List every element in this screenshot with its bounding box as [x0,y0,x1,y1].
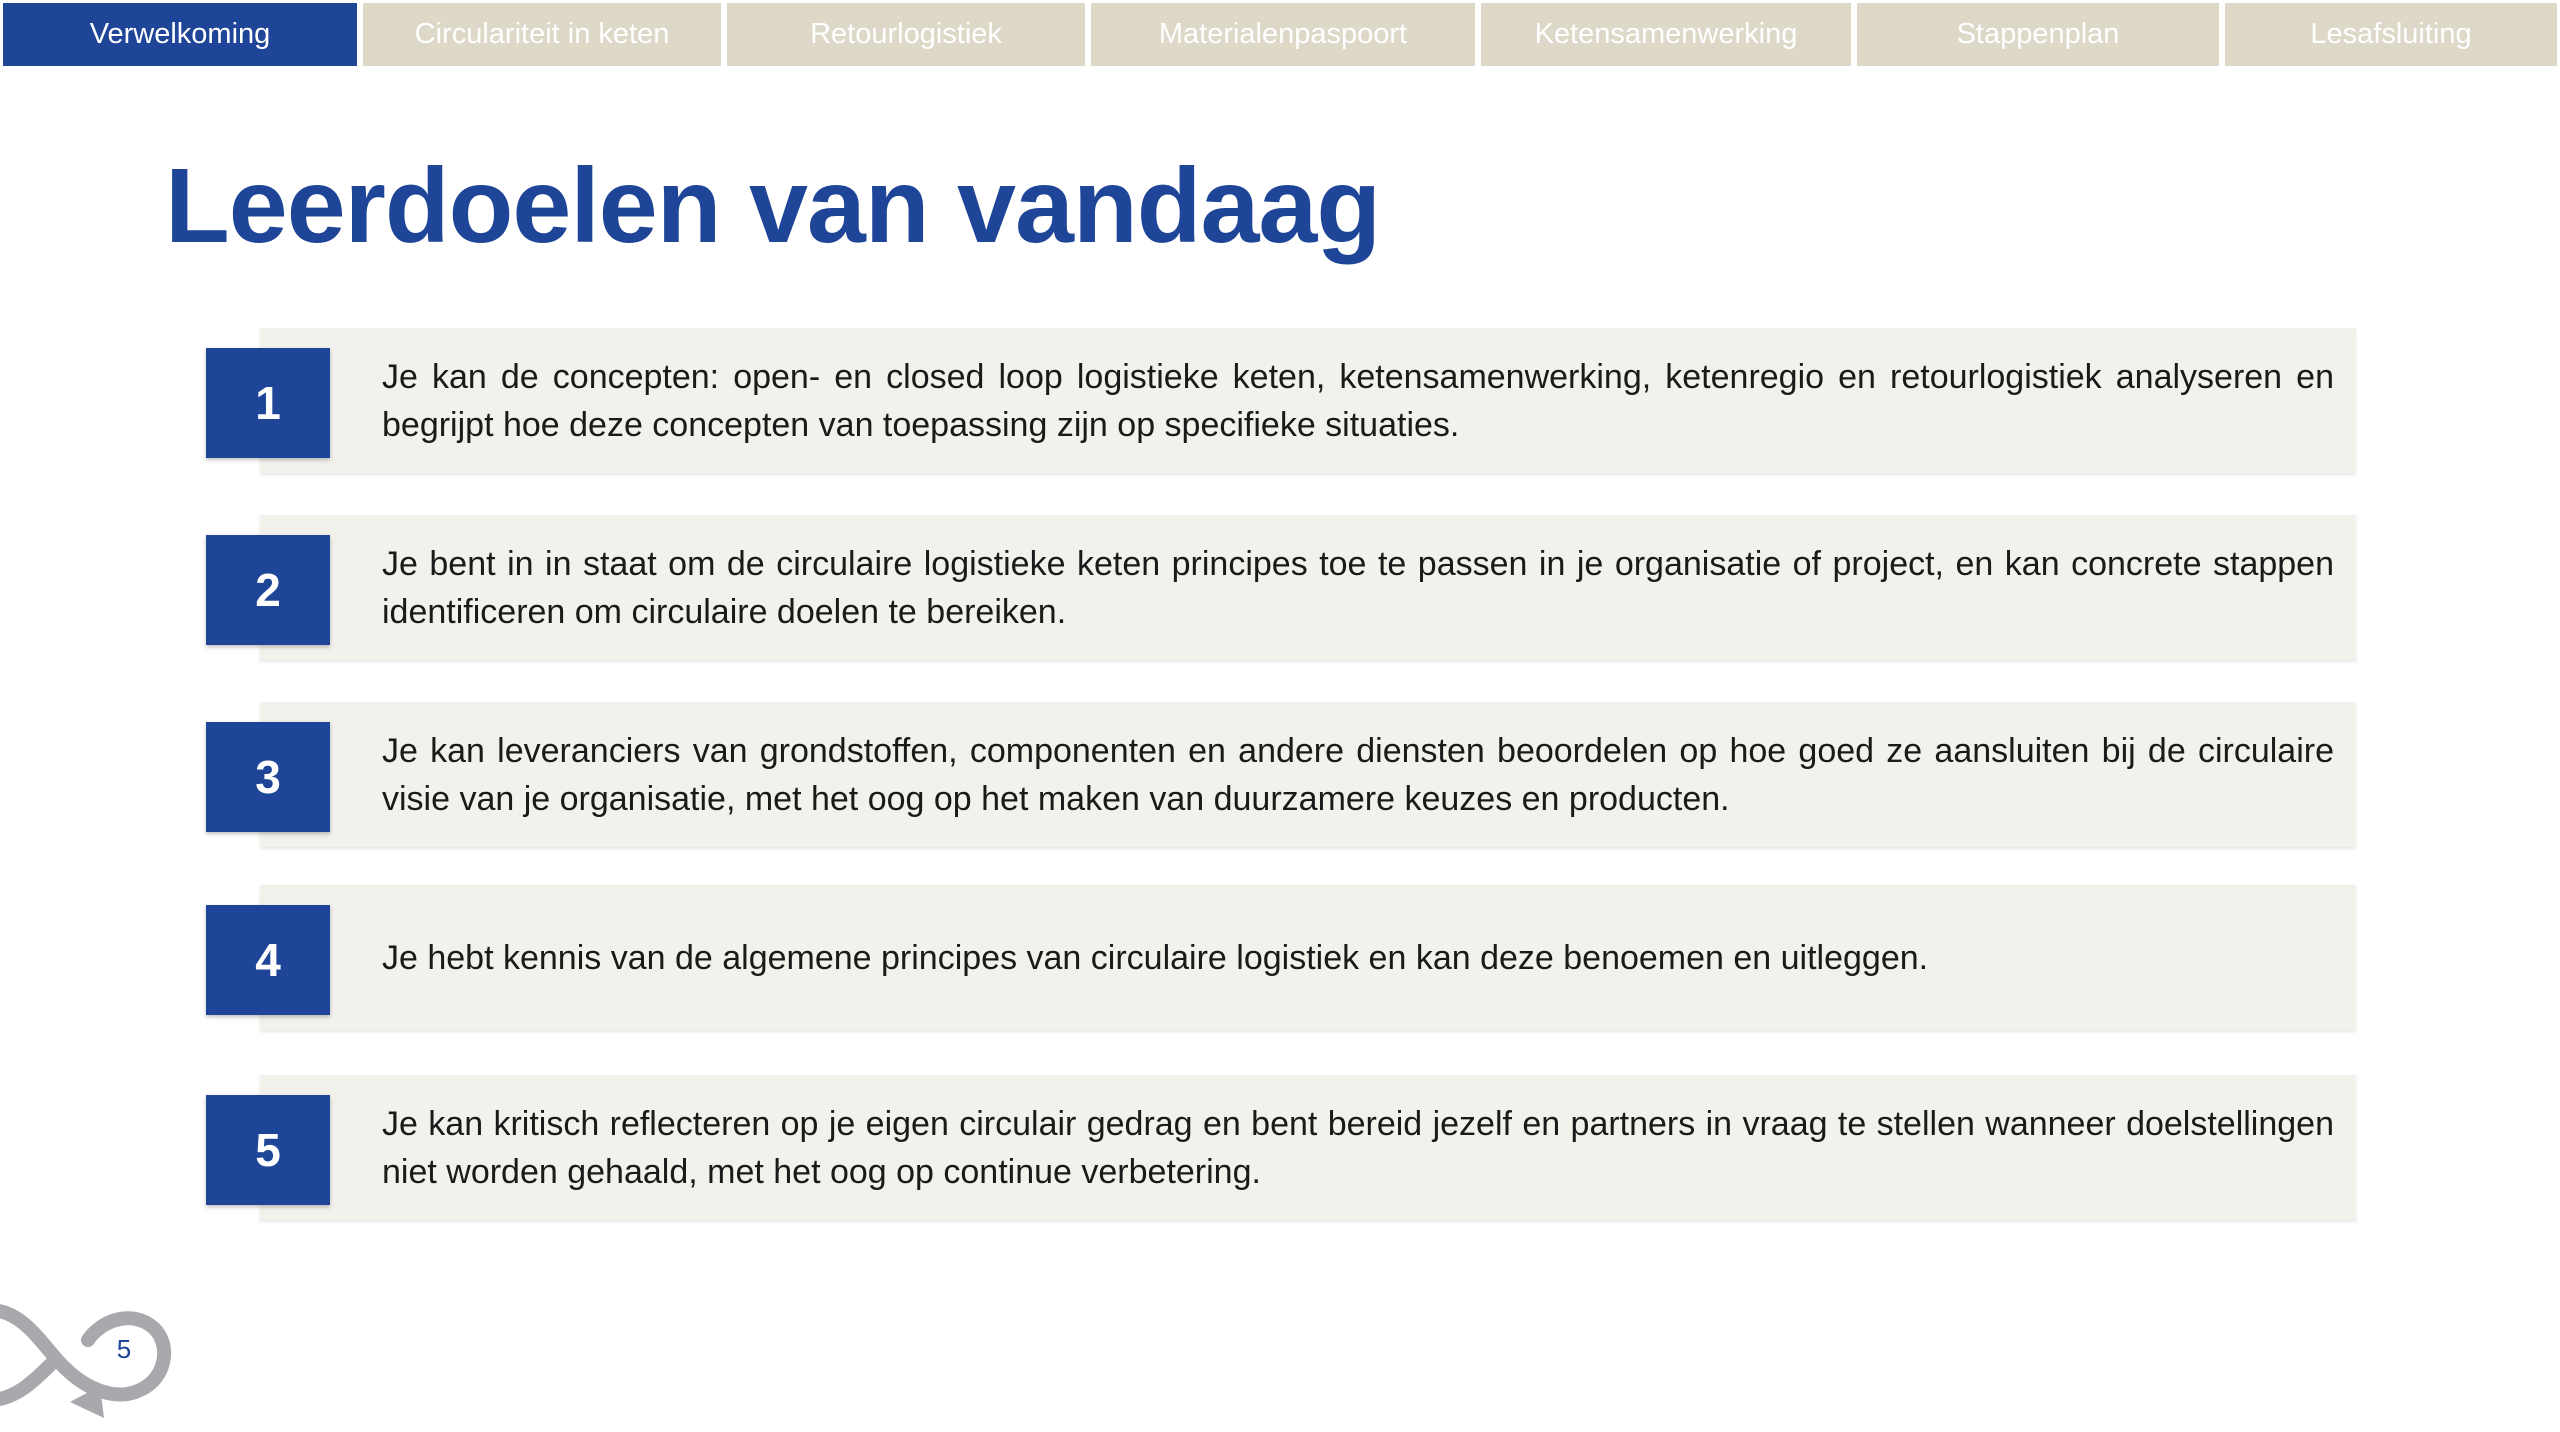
tab-circulariteit-in-keten[interactable]: Circulariteit in keten [363,3,721,66]
tab-verwelkoming[interactable]: Verwelkoming [3,3,357,66]
goal-number-badge: 3 [206,722,330,832]
goal-number-badge: 5 [206,1095,330,1205]
goal-text [382,1075,2334,1220]
learning-goal-5 [0,1075,2560,1225]
goal-text-content: Je kan kritisch reflecteren op je eigen circulair gedrag en bent bereid jezelf en partners in vraag te stellen wanneer doelstellingen niet worden gehaald, met het oog op continue verbetering. [382,1104,2334,1191]
goal-number-badge: 4 [206,905,330,1015]
section-nav [3,3,2557,66]
learning-goal-2 [0,515,2560,665]
tab-lesafsluiting[interactable]: Lesafsluiting [2225,3,2557,66]
infinity-arrow-icon [0,1290,185,1420]
learning-goal-4 [0,885,2560,1035]
goal-number-badge: 2 [206,535,330,645]
tab-ketensamenwerking[interactable]: Ketensamenwerking [1481,3,1851,66]
goal-text-content: Je bent in in staat om de circulaire logistieke keten principes toe te passen in je organisatie of project, en kan concrete stappen identificeren om circulaire doelen te bereiken. [382,544,2334,631]
goal-text-content: Je kan leveranciers van grondstoffen, componenten en andere diensten beoordelen op hoe goed ze aansluiten bij de circulaire visie van je organisatie, met het oog op het maken van duurzamere keuzes en producten. [382,731,2334,818]
goal-number-badge: 1 [206,348,330,458]
goal-text-content: Je kan de concepten: open- en closed loop logistieke keten, ketensamenwerking, ketenregio en retourlogistiek analyseren en begrijpt hoe deze concepten van toepassing zijn op specifieke situaties. [382,357,2334,444]
learning-goal-1 [0,328,2560,478]
tab-materialenpaspoort[interactable]: Materialenpaspoort [1091,3,1475,66]
page-title: Leerdoelen van vandaag [165,147,1381,265]
goal-text [382,328,2334,473]
learning-goal-3 [0,702,2560,852]
goal-text-content: Je hebt kennis van de algemene principes van circulaire logistiek en kan deze benoemen en uitleggen. [382,938,1929,977]
tab-retourlogistiek[interactable]: Retourlogistiek [727,3,1085,66]
goal-text [382,702,2334,847]
page-number: 5 [116,1334,132,1364]
tab-stappenplan[interactable]: Stappenplan [1857,3,2219,66]
goal-text [382,885,2334,1030]
goal-text [382,515,2334,660]
